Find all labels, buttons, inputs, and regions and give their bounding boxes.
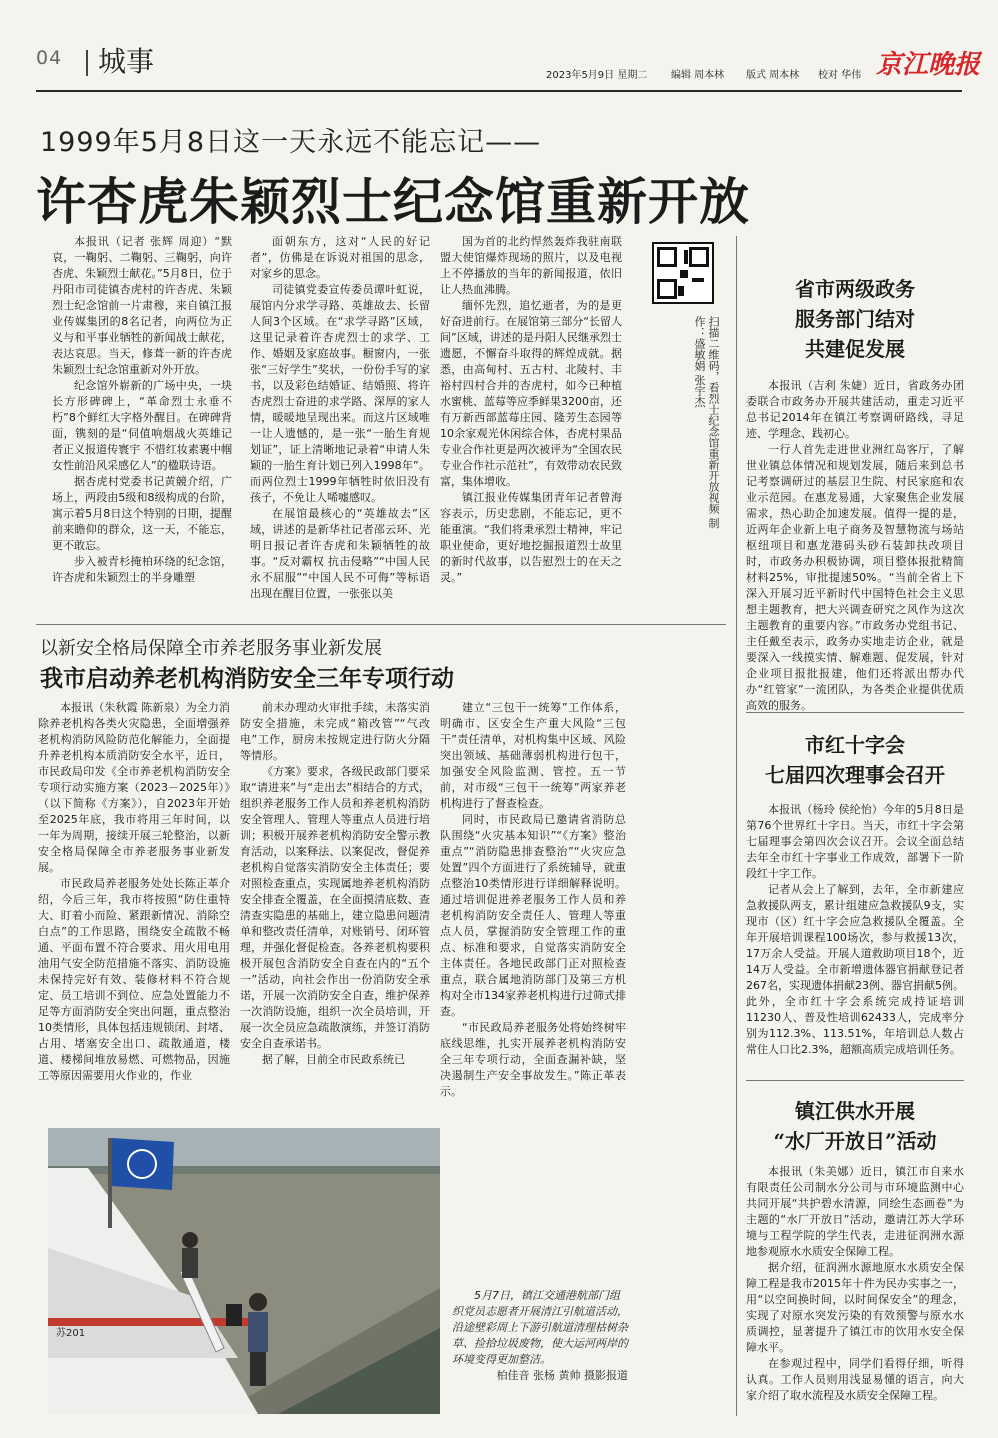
proof-credit: 校对 华伟	[818, 70, 862, 81]
boat-photo-illustration	[48, 1128, 440, 1414]
issue-date: 2023年5月9日 星期二	[546, 70, 648, 81]
header-divider	[86, 50, 88, 76]
news-photo	[48, 1128, 440, 1414]
article2-kicker: 以新安全格局保障全市养老服务事业新发展	[40, 638, 382, 659]
column-divider	[736, 236, 737, 1416]
paragraph: 记者从会上了解到，去年，全市新建应急救援队两支，累计组建应急救援队9支，实现市（区）红十字会应急救援队全覆盖。全年开展培训课程100场次，参与救援13次，17万余人受益。开展人道救助项目18个，近14万人受益。全市新增遗体器官捐献登记者267名，实现遗体捐献23例、器官捐献5例。此外，全市红十字会系统完成持证培训11230人、普及性培训62433人，完成率分别为112.3%、113.51%，年培训总人数占常住人口比2.3%，超额高质完成培训任务。	[746, 883, 964, 1056]
paragraph: 在参观过程中，同学们看得仔细，听得认真。工作人员则用浅显易懂的语言，向大家介绍了取水流程及水质安全保障工程。	[746, 1357, 964, 1402]
header-rule	[36, 90, 962, 92]
lead-kicker: 1999年5月8日这一天永远不能忘记——	[40, 127, 542, 158]
paragraph: 国为首的北约悍然轰炸我驻南联盟大使馆爆炸现场的照片，以及电视上不停播放的当年的新闻报道，依旧让人热血沸腾。	[440, 235, 622, 296]
paragraph: 本报讯（记者 张辉 周迎）“默哀，一鞠躬、二鞠躬、三鞠躬，向许杏虎、朱颖烈士献花。”5月8日，位于丹阳市司徒镇杏虎村的许杏虎、朱颖烈士纪念馆前一片肃穆，来自镇江报业传媒集团的8名记者，向两位为正义与和平事业牺牲的新闻战士献花，表达哀思。当天，修葺一新的许杏虎朱颖烈士纪念馆重新对外开放。	[52, 235, 232, 376]
newspaper-logo: 京江晚报	[876, 50, 981, 80]
article2-column-1	[38, 700, 230, 1084]
title-line: “水厂开放日”活动	[773, 1129, 937, 1153]
qr-video-note: 扫描二维码，看烈士纪念馆重新开放视频 制作：盛敏娟 张宇杰	[693, 316, 720, 529]
paragraph: 一行人首先走进世业洲红岛客厅，了解世业镇总体情况和规划发展，随后来到总书记考察调研过的基层卫生院、村民家庭和农业示范园。在惠龙易通，大家聚焦企业发展需求，热心助企加速发展。值得一提的是，近两年企业新上电子商务及智慧物流与场站枢纽项目和惠龙港码头砂石装卸扶改项目时，市政务办积极协调，项目整体报批精简材料25%，审批提速50%。“当前全省上下深入开展习近平新时代中国特色社会主义思想主题教育，把大兴调查研究之风作为这次主题教育的重要内容。”市政务办党组书记、主任戴至表示，政务办实地走访企业，就是要深入一线摸实情、解难题、促发展，针对企业项目报批报建，他们还将派出帮办代办“红管家”一流团队，为各类企业提供优质高效的服务。	[746, 443, 964, 712]
caption-text: 5月7日，镇江交通港航部门组织党员志愿者开展清江引航道活动，沿途壁彩周上下游引航道清理枯树杂草、捡拾垃圾废物，使大运河两岸的环境变得更加整洁。	[452, 1289, 628, 1366]
paragraph: 步入被青杉掩柏环绕的纪念馆，许杏虎和朱颖烈士的半身雕塑	[52, 555, 232, 584]
title-line: 服务部门结对	[795, 307, 915, 331]
side-story-3-title	[748, 1096, 962, 1156]
paragraph: 镇江报业传媒集团青年记者曾海容表示，历史悲剧，不能忘记，更不能重演。“我们将秉承烈士精神，牢记职业使命，更好地挖掘报道烈士故里的新时代故事，以告慰烈士的在天之灵。”	[440, 491, 622, 584]
paragraph: 面朝东方，这对“人民的好记者”，仿佛是在诉说对祖国的思念，对家乡的思念。	[250, 235, 430, 280]
lead-column-3	[440, 234, 622, 586]
paragraph: 前未办理动火审批手续，未落实消防安全措施，未完成“箱改管”“气改电”工作，厨房未按规定进行防火分隔等情形。	[240, 701, 430, 762]
lead-column-1	[52, 234, 232, 586]
paragraph: 同时，市民政局已邀请省消防总队围绕“火灾基本知识”“《方案》整治重点”“消防隐患排查整治”“火灾应急处置”四个方面进行了系统辅导，就重点整治10类情形进行详细解释说明。通过培训促进养老服务工作人员和养老机构消防安全责任人、管理人等重点人员，掌握消防安全管理工作的重点、标准和要求，自觉落实消防安全主体责任。各地民政部门正对照检查重点，联合属地消防部门及第三方机构对全市134家养老机构进行过筛式排查。	[440, 813, 626, 1018]
section-divider	[36, 624, 726, 625]
side-story-1-title	[748, 274, 962, 364]
title-line: 市红十字会	[805, 733, 905, 757]
side-divider	[746, 1080, 964, 1081]
side-story-2-title	[748, 730, 962, 790]
paragraph: 司徒镇党委宣传委员谭叶虹说，展馆内分求学寻路、英雄故去、长留人间3个区域。在“求学寻路”区域，这里记录着许杏虎烈士的求学、工作、婚姻及家庭故事。橱窗内，一张张“三好学生”奖状，一份份手写的家书，以及彩色结婚证、结婚照、将许杏虎烈士奋进的求学路、深厚的家人情，暖暖地呈现出来。而这片区域唯一让人遗憾的，是一张“一胎生育规划证”，证上清晰地记录着“申请人朱颖的一胎生育计划已列入1998年”。而两位烈士1999年牺牲时依旧没有孩子，不免让人唏嘘感叹。	[250, 283, 430, 504]
side-story-3-body	[746, 1164, 964, 1404]
article2-column-2	[240, 700, 430, 1068]
paragraph: 纪念馆外崭新的广场中央，一块长方形碑碑上，“革命烈士永垂不朽”8个鲜红大字格外醒目。在碑碑背面，镌刻的是“伺值响烟战火英雄记者正义报道传寰宇 不惜红妆素裹中帼女性前沿风采感亿人”的楹联诗语。	[52, 379, 232, 472]
title-line: 七届四次理事会召开	[765, 763, 945, 787]
paragraph: 本报讯（吉利 朱婕）近日，省政务办团委联合市政务办开展共建活动，重走习近平总书记2014年在镇江考察调研路线，寻足迹、学理念、践初心。	[746, 379, 964, 440]
title-line: 共建促发展	[805, 337, 905, 361]
lead-headline: 许杏虎朱颖烈士纪念馆重新开放	[36, 172, 750, 231]
side-story-1-body	[746, 378, 964, 714]
title-line: 镇江供水开展	[795, 1099, 915, 1123]
paragraph: 本报讯（朱秋霞 陈新泉）为全力消除养老机构各类火灾隐患，全面增强养老机构消防风险防范化解能力，全面提升养老机构本质消防安全水平，近日，市民政局印发《全市养老机构消防安全专项行动实施方案（2023－2025年）》（以下简称《方案》），自2023年开始至2025年底，我市将用三年时间，以一年为周期，接续开展三轮整治，以新安全格局保障全市养老服务事业新发展。	[38, 701, 230, 874]
paragraph: 缅怀先烈，追忆逝者，为的是更好奋进前行。在展馆第三部分“长留人间”区域，讲述的是丹阳人民继承烈士遗愿，不懈奋斗取得的辉煌成就。据悉，由高甸村、五古村、北陵村、丰裕村四村合并的杏虎村，如今已种植水蜜桃、蓝莓等应季鲜果3200亩，还有万新西部蓝莓庄园、隆芳生态园等10余家观光休闲综合体，杏虎村果品专业合作社更是两次被评为“全国农民专业合作社示范社”，有效带动农民致富，集体增收。	[440, 299, 622, 488]
paragraph: 《方案》要求，各级民政部门要采取“请进来”与“走出去”相结合的方式，组织养老服务工作人员和养老机构消防安全管理人、管理人等重点人员进行培训；积极开展养老机构消防安全警示教育活动，以案释法、以案促改，督促养老机构自觉落实消防安全主体责任；要对照检查重点，实现属地养老机构消防安全排查全覆盖，在全面摸清底数、查清查实隐患的基础上，建立隐患问题清单和整改责任清单，对账销号、闭环管理，并强化督促检查。各养老机构要积极开展包含消防安全自查在内的“五个一”活动，向社会作出一份消防安全承诺，开展一次消防安全自查，维护保养一次消防设施，组织一次全员培训，开展一次全员应急疏散演练，并签订消防安全自查承诺书。	[240, 765, 430, 1050]
title-line: 省市两级政务	[795, 277, 915, 301]
article2-headline: 我市启动养老机构消防安全三年专项行动	[40, 665, 454, 692]
qr-code[interactable]	[652, 242, 714, 304]
paragraph: 本报讯（杨玲 侯纶怡）今年的5月8日是第76个世界红十字日。当天，市红十字会第七届理事会第四次会议召开。会议全面总结去年全市红十字事业工作成效，部署下一阶段红十字工作。	[746, 803, 964, 880]
side-divider	[746, 712, 964, 713]
photo-caption	[452, 1288, 628, 1384]
photo-credit: 柏佳音 张杨 黄帅 摄影报道	[496, 1369, 628, 1382]
editor-credit: 编辑 周本林	[671, 70, 725, 81]
hull-number: 苏201	[56, 1328, 86, 1339]
lead-column-2	[250, 234, 430, 602]
section-name: 城事	[98, 45, 155, 78]
layout-credit: 版式 周本林	[746, 70, 800, 81]
paragraph: 据介绍，征润洲水源地原水水质安全保障工程是我市2015年十件为民办实事之一，用“以空间换时间，以时间保安全”的理念，实现了对原水突发污染的有效预警与原水水质调控，显著提升了镇江市的饮用水安全保障水平。	[746, 1261, 964, 1354]
paragraph: 在展馆最核心的“英雄故去”区域，讲述的是新华社记者邵云环、光明日报记者许杏虎和朱颖牺牲的故事。“反对霸权 抗击侵略”“中国人民永不屈服”“中国人民不可侮”等标语出现在醒目位置，一张张以美	[250, 507, 430, 600]
paragraph: “市民政局养老服务处将始终树牢底线思维，扎实开展养老机构消防安全三年专项行动，全面查漏补缺，坚决遏制生产安全事故发生。”陈正革表示。	[440, 1021, 626, 1098]
side-story-2-body	[746, 802, 964, 1058]
paragraph: 市民政局养老服务处处长陈正革介绍，今后三年，我市将按照“防住重特大、盯着小而险、紧跟新情况、消除空白点”的工作思路，围绕安全疏散不畅通、平面布置不符合要求、用火用电用油用气安全防范措施不落实、消防设施未保持完好有效、装修材料不符合规定、员工培训不到位、应急处置能力不足等方面消防安全突出问题，重点整治10类情形，具体包括违规锁闭、封堵、占用、堵塞安全出口、疏散通道，楼道、楼梯间堆放易燃、可燃物品，因施工等原因需要用火作业的，作业	[38, 877, 230, 1082]
article2-column-3	[440, 700, 626, 1100]
paragraph: 据了解，目前全市民政系统已	[262, 1053, 405, 1066]
paragraph: 据杏虎村党委书记黄競介绍，广场上，两段由5级和8级构成的台阶，寓示着5月8日这个特别的日期，提醒前来瞻仰的群众，这一天，不能忘，更不敢忘。	[52, 475, 232, 552]
paragraph: 本报讯（朱美娜）近日，镇江市自来水有限责任公司制水分公司与市环境监测中心共同开展“共护碧水清源，同绘生态画卷”为主题的“水厂开放日”活动，邀请江苏大学环境与工程学院的学生代表，走进征润洲水源地参观原水水质安全保障工程。	[746, 1165, 964, 1258]
page-number: 04	[36, 47, 63, 69]
paragraph: 建立“三包干一统筹”工作体系，明确市、区安全生产重大风险“三包干”责任清单，对机构集中区域、风险突出领域、基础薄弱机构进行包干，加强安全风险监测、管控。五一节前，对市级“三包干一统筹”两家养老机构进行了督查检查。	[440, 701, 626, 810]
